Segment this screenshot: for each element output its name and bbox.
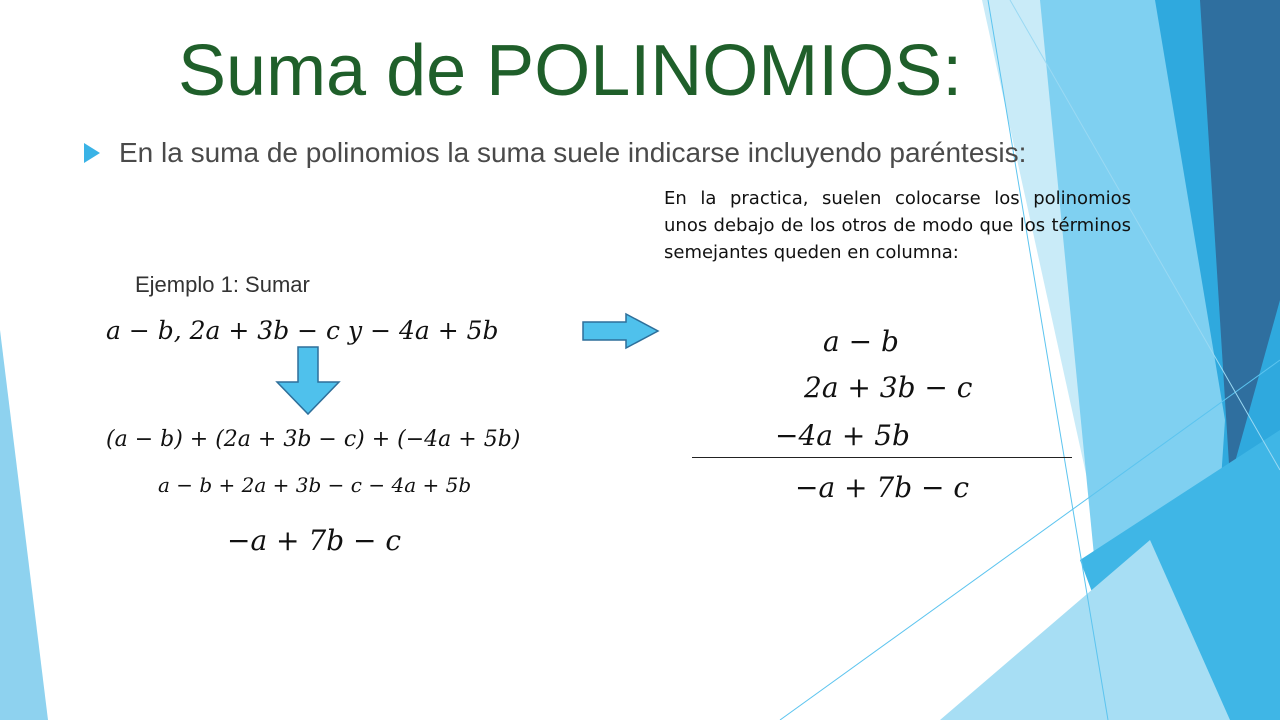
expanded-sum: a − b + 2a + 3b − c − 4a + 5b <box>158 473 472 497</box>
bullet-text: En la suma de polinomios la suma suele indicarse incluyendo paréntesis: <box>119 137 1027 168</box>
triangle-bullet-icon <box>84 143 100 163</box>
sum-result: −a + 7b − c <box>227 524 402 557</box>
column-row-3: −4a + 5b <box>775 419 910 452</box>
right-arrow-icon <box>582 312 660 350</box>
column-row-2: 2a + 3b − c <box>804 371 973 404</box>
left-edge-facet <box>0 330 48 720</box>
sum-divider-line <box>692 457 1072 458</box>
column-result: −a + 7b − c <box>795 471 970 504</box>
down-arrow-icon <box>275 346 341 416</box>
given-polynomials: a − b, 2a + 3b − c y − 4a + 5b <box>106 316 499 345</box>
column-row-1: a − b <box>823 325 899 358</box>
column-method-note: En la practica, suelen colocarse los polinomios unos debajo de los otros de modo que los términos semejantes queden en columna: <box>664 188 1131 263</box>
example-label: Ejemplo 1: Sumar <box>135 272 310 297</box>
sum-with-parentheses: (a − b) + (2a + 3b − c) + (−4a + 5b) <box>106 427 521 452</box>
slide-title: Suma de POLINOMIOS: <box>178 31 963 111</box>
